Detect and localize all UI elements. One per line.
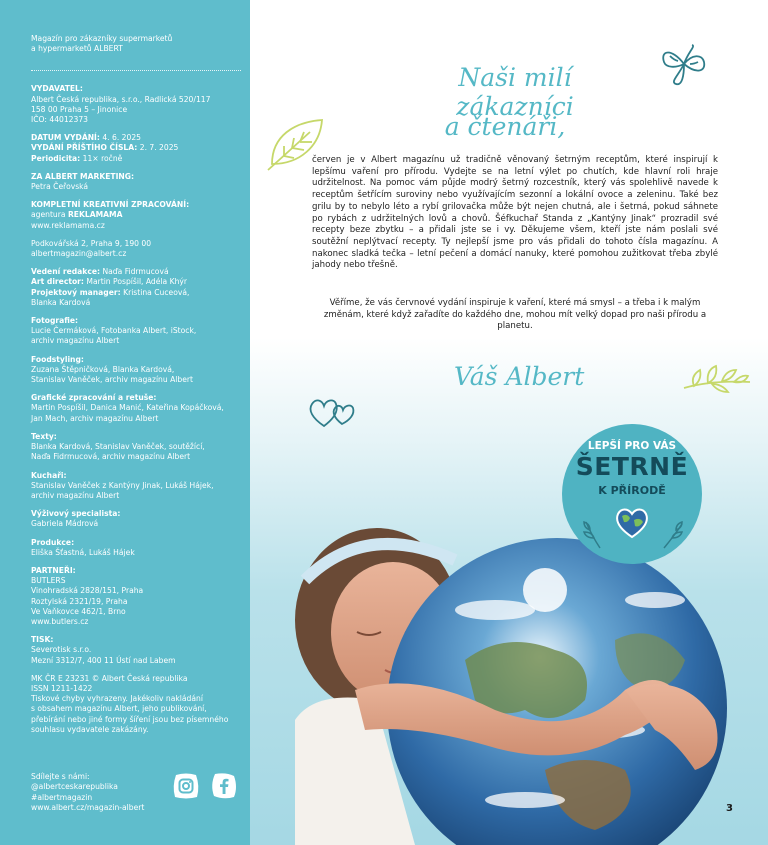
page-number: 3 [726,803,733,814]
texts-section [31,432,236,463]
partners-line: Vinohradská 2828/151, Praha [31,586,144,596]
chief-editor [31,267,236,277]
agency-prefix: agentura [31,210,68,220]
chief-editor-label: Vedení redakce: [31,267,101,277]
divider [31,70,241,71]
marketing-line: Petra Čeřovská [31,182,89,192]
texts-line: Naďa Fidrmucová, archiv magazínu Albert [31,452,191,462]
sustainability-badge [562,424,702,564]
hearts-icon [308,396,360,432]
partners-line: www.butlers.cz [31,616,89,626]
texts-line: Blanka Kardová, Stanislav Vaněček, soutěžící, [31,442,205,452]
letter-closing: Věříme, že vás červnové vydání inspiruje k vaření, které má smysl – a třeba i k malým změnám, které když zařadíte do každého dne, mohou mít velký dopad pro naši přírodu a planetu. [323,298,707,332]
partners-line: Ve Vaňkovce 462/1, Brno [31,606,126,616]
section-heading: VYDAVATEL: [31,84,83,94]
foodstyling-line: Zuzana Štěpničková, Blanka Kardová, [31,364,175,374]
social-icons [172,772,238,800]
publisher-line: Albert Česká republika, s.r.o., Radlická 520/117 [31,94,211,104]
heart-globe-icon [614,504,650,540]
periodicity-label: Periodicita: [31,153,81,163]
legal-line: ISSN 1211-1422 [31,683,93,693]
foodstyling-line: Stanislav Vaněček, archiv magazínu Albert [31,375,193,385]
facebook-icon[interactable] [210,772,238,800]
cooks-line: Stanislav Vaněček z Kantýny Jinak, Lukáš Hájek, [31,480,214,490]
leaf-sprig-icon [580,520,604,550]
print-line: Severotisk s.r.o. [31,645,92,655]
magazine-intro [31,34,236,54]
cooks-line: archiv magazínu Albert [31,490,120,500]
greeting-line-1: Naši milí zákazníci [456,63,574,121]
photo-line: archiv magazínu Albert [31,336,120,346]
badge-line-2: ŠETRNĚ [575,452,689,481]
project-manager-label: Projektový manager: [31,287,121,297]
photo-line: Lucie Čermáková, Fotobanka Albert, iStock, [31,326,197,336]
production-line: Eliška Šťastná, Lukáš Hájek [31,547,135,557]
next-issue-date [31,143,236,153]
production-section [31,538,236,558]
address-section [31,239,236,259]
marketing-section [31,172,236,192]
issue-date [31,133,236,143]
chief-editor-value: Naďa Fidrmucová [102,267,169,277]
nutrition-section [31,509,236,529]
section-heading: ZA ALBERT MARKETING: [31,171,135,181]
section-heading: Texty: [31,431,57,441]
magazine-link[interactable]: www.albert.cz/magazin-albert [31,803,145,813]
art-director-label: Art director: [31,277,84,287]
masthead-sidebar [0,0,250,845]
email-line: albertmagazin@albert.cz [31,249,127,259]
social-handle[interactable]: @albertceskarepublika [31,782,118,792]
partners-section [31,566,236,627]
agency-website: www.reklamama.cz [31,220,105,230]
social-section [31,772,144,814]
intro-line: a hypermarketů ALBERT [31,44,123,54]
partners-line: BUTLERS [31,576,66,586]
project-manager-value: Kristina Cuceová, [123,287,190,297]
agency-line [31,210,236,220]
publisher-line: IČO: 44012373 [31,115,89,125]
address-line: Podkovářská 2, Praha 9, 190 00 [31,238,152,248]
project-manager [31,288,236,298]
section-heading: Foodstyling: [31,354,84,364]
next-issue-value: 2. 7. 2025 [139,143,179,153]
section-heading: KOMPLETNÍ KREATIVNÍ ZPRACOVÁNÍ: [31,200,190,210]
section-heading: Výživový specialista: [31,509,121,519]
partners-line: Roztylská 2321/19, Praha [31,596,128,606]
section-heading: Grafické zpracování a retuše: [31,393,157,403]
nutrition-line: Gabriela Mádrová [31,519,99,529]
publisher-line: 158 00 Praha 5 – Jinonice [31,104,128,114]
section-heading: Kuchaři: [31,470,67,480]
graphics-section [31,393,236,424]
social-line: Sdílejte s námi: [31,772,90,781]
letter-body: červen je v Albert magazínu už tradičně věnovaný šetrným receptům, které inspirují k lepšímu vaření pro přírodu. Vydejte se na letní výlet po chutích, kde hlavní roli hraje udržitelnost. Na pomoc vám půjde modrý šetrný rozcestník, který vás spolehlivě navede k receptům šetřícím suroviny nebo využívajícím sezonní a lokální ovoce a zeleninu. Také bez grilu by to nebylo léto a rybí grilovačka může být nejen chutná, ale i šetrná, pokud sáhnete po rybách z udržitelných lovů a chovů. Šéfkuchař Standa z „Kantýny Jinak“ prozradil své recepty beze zbytku – a přidali jste se i vy. Děkujeme všem, kteří jste nám poslali své soutěžní neplýtvací recepty. Ty nejlepší jsme pro vás přidali do tohoto čísla magazínu. A nakonec sladká tečka – letní pečení a domácí nanuky, které pomohou zužitkovat třeba zbylé jahody nebo třešně. [312,155,718,271]
badge-line-1: LEPŠÍ PRO VÁS [587,440,677,452]
publisher-section [31,84,236,125]
branch-icon [682,360,752,396]
section-heading: Fotografie: [31,316,79,326]
foodstyling-section [31,355,236,386]
intro-line: Magazín pro zákazníky supermarketů [31,34,173,43]
legal-section [31,674,236,735]
art-director-value: Martin Pospíšil, Adéla Khýr [86,277,188,287]
editors-section [31,267,236,308]
legal-line: přebírání nebo jiné formy šíření jsou bez písemného [31,714,229,724]
issue-date-value: 4. 6. 2025 [102,133,141,143]
signature: Váš Albert [454,362,585,391]
creative-section [31,200,236,231]
graphics-line: Jan Mach, archiv magazínu Albert [31,413,159,423]
issue-date-label: DATUM VYDÁNÍ: [31,133,100,143]
legal-line: Tiskové chyby vyhrazeny. Jakékoliv nakládání [31,694,203,704]
greeting-line-2: a čtenáři, [444,112,566,141]
periodicity-value: 11× ročně [82,153,123,163]
periodicity [31,154,236,164]
legal-line: MK ČR E 23231 © Albert Česká republika [31,673,188,683]
project-manager-value-2: Blanka Kardová [31,297,91,307]
section-heading: TISK: [31,635,54,645]
badge-line-3: K PŘÍRODĚ [598,484,666,497]
butterfly-icon [658,44,710,88]
cooks-section [31,471,236,502]
legal-line: s obsahem magazínu Albert, jeho publikování, [31,704,207,714]
print-section [31,635,236,666]
editorial-page [250,0,768,845]
section-heading: Produkce: [31,537,75,547]
social-hashtag[interactable]: #albertmagazin [31,792,93,802]
graphics-line: Martin Pospíšil, Danica Manić, Kateřina Kopáčková, [31,403,224,413]
photo-section [31,316,236,347]
leaf-sprig-icon [660,520,686,550]
next-issue-label: VYDÁNÍ PŘÍŠTÍHO ČÍSLA: [31,143,138,153]
art-director [31,277,236,287]
instagram-icon[interactable] [172,772,200,800]
girl-hugging-globe-photo [295,520,735,845]
legal-line: souhlasu vydavatele zakázány. [31,724,149,734]
agency-name: REKLAMAMA [67,210,123,220]
section-heading: PARTNEŘI: [31,565,76,575]
dates-section [31,133,236,164]
print-line: Mezní 3312/7, 400 11 Ústí nad Labem [31,655,176,665]
